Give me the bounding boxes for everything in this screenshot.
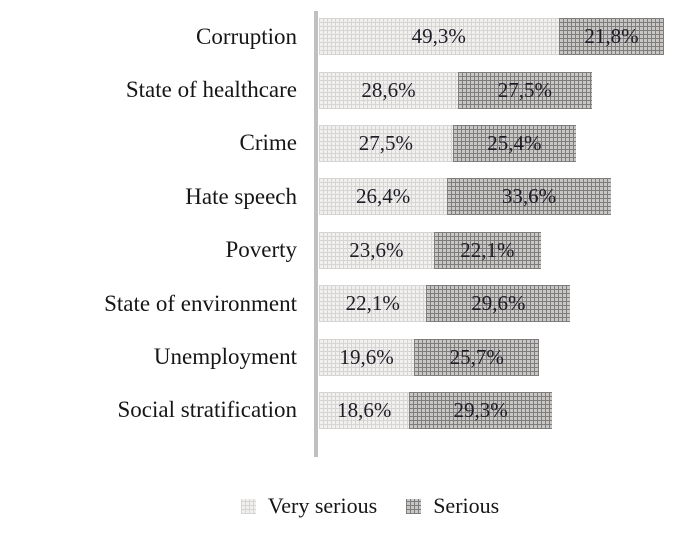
bar-value-label: 22,1%: [345, 291, 400, 316]
bar-unemployment: [319, 339, 539, 376]
bar-state-of-environment: [319, 285, 570, 322]
chart-row: [0, 10, 678, 63]
chart-row: [0, 63, 678, 116]
category-label: State of healthcare: [125, 77, 297, 103]
bar-segment-very-serious: [319, 339, 414, 376]
bar-segment-very-serious: [319, 72, 458, 109]
legend-swatch-very-serious-icon: [241, 499, 256, 514]
chart-rows: [0, 10, 678, 437]
bar-segment-serious: [458, 72, 592, 109]
bar-value-label: 22,1%: [460, 237, 515, 262]
bar-value-label: 23,6%: [349, 237, 404, 262]
bar-poverty: [319, 232, 541, 269]
bar-value-label: 19,6%: [339, 344, 394, 369]
bar-corruption: [319, 18, 664, 55]
bar-value-label: 49,3%: [411, 24, 466, 49]
bar-hate-speech: [319, 178, 611, 215]
legend-label-very-serious: Very serious: [267, 493, 378, 518]
category-label: State of environment: [104, 290, 297, 316]
bar-segment-very-serious: [319, 178, 447, 215]
bar-segment-very-serious: [319, 18, 559, 55]
bar-segment-serious: [434, 232, 541, 269]
bar-value-label: 28,6%: [361, 77, 416, 102]
bar-segment-serious: [409, 392, 551, 429]
bar-segment-very-serious: [319, 285, 426, 322]
bar-value-label: 27,5%: [358, 130, 413, 155]
legend-item-very-serious: [241, 493, 377, 519]
chart-row: [0, 117, 678, 170]
bar-segment-very-serious: [319, 392, 409, 429]
bar-value-label: 25,4%: [487, 130, 542, 155]
chart-row: [0, 224, 678, 277]
bar-segment-serious: [453, 125, 576, 162]
category-label: Corruption: [196, 23, 297, 49]
bar-state-of-healthcare: [319, 72, 592, 109]
category-label: Hate speech: [185, 183, 297, 209]
category-label: Poverty: [225, 237, 297, 263]
chart-row: [0, 170, 678, 223]
bar-crime: [319, 125, 576, 162]
bar-segment-very-serious: [319, 125, 453, 162]
bar-segment-serious: [559, 18, 665, 55]
bar-segment-very-serious: [319, 232, 434, 269]
legend-label-serious: Serious: [433, 493, 500, 518]
category-label: Unemployment: [153, 343, 297, 369]
bar-segment-serious: [414, 339, 539, 376]
bar-segment-serious: [447, 178, 610, 215]
category-label: Social stratification: [117, 397, 297, 423]
bar-segment-serious: [426, 285, 570, 322]
bar-value-label: 21,8%: [584, 24, 639, 49]
bar-value-label: 25,7%: [449, 344, 504, 369]
bar-value-label: 29,6%: [471, 291, 526, 316]
chart-row: [0, 330, 678, 383]
category-label: Crime: [239, 130, 297, 156]
bar-value-label: 26,4%: [356, 184, 411, 209]
bar-value-label: 33,6%: [501, 184, 557, 209]
chart-row: [0, 384, 678, 437]
bar-value-label: 27,5%: [497, 77, 552, 102]
chart-row: [0, 277, 678, 330]
bar-social-stratification: [319, 392, 552, 429]
legend-swatch-serious-icon: [406, 499, 421, 514]
bar-value-label: 29,3%: [453, 397, 508, 422]
legend-item-serious: [406, 493, 499, 519]
bar-value-label: 18,6%: [337, 397, 392, 422]
chart-legend: [0, 493, 678, 519]
